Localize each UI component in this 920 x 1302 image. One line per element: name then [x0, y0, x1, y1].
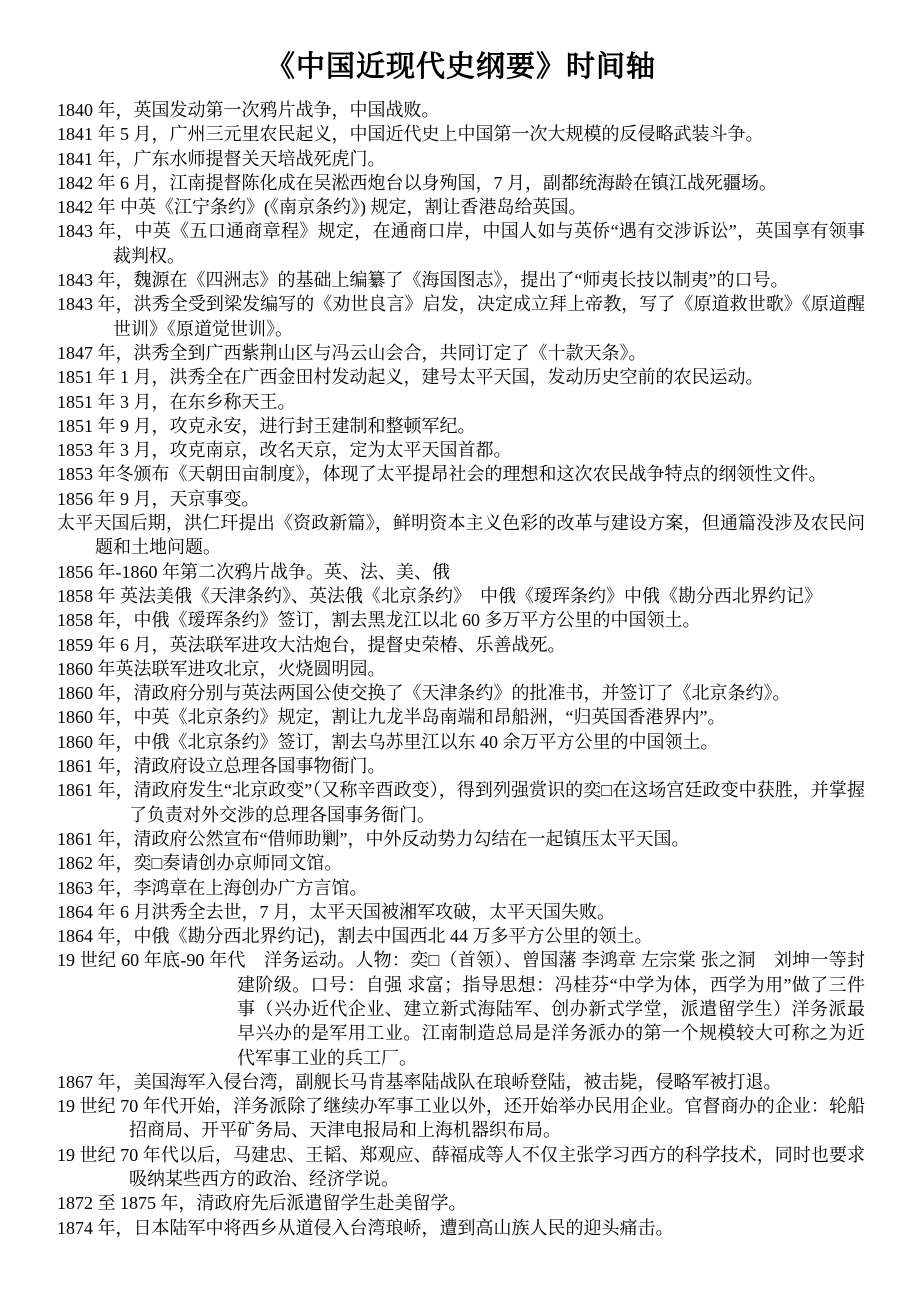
- timeline-entry: 1851 年 9 月，攻克永安，进行封王建制和整顿军纪。: [57, 415, 476, 436]
- timeline-entry: 1856 年 9 月，天京事变。: [57, 488, 260, 509]
- timeline-entry: 1858 年，中俄《瑷珲条约》签订，割去黑龙江以北 60 多万平方公里的中国领土。: [57, 610, 701, 631]
- timeline-entry: 1860 年英法联军进攻北京，火烧圆明园。: [57, 658, 386, 679]
- timeline-entry: 1843 年，魏源在《四洲志》的基础上编纂了《海国图志》，提出了“师夷长技以制夷”的口号。: [57, 270, 789, 291]
- timeline-entry: 19 世纪 60 年底-90 年代 洋务运动。人物：奕□（首领）、曾国藩 李鸿章 左宗棠 张之洞 刘坤一等封建阶级。口号：自强 求富；指导思想：冯桂芬“中学为体，西学为用”做了三件事（兴办近代企业、建立新式海陆军、创办新式学堂，派遣留学生）洋务派最早兴办的是军用工业。江南制造总局是洋务派办的第一个规模较大可称之为近代军事工业的兵工厂。: [57, 950, 865, 1068]
- timeline-entry: 1840 年，英国发动第一次鸦片战争，中国战败。: [57, 100, 440, 120]
- timeline-entry: 1863 年，李鸿章在上海创办广方言馆。: [57, 877, 368, 898]
- timeline-entry: 1851 年 1 月，洪秀全在广西金田村发动起义，建号太平天国，发动历史空前的农民运动。: [57, 367, 764, 388]
- timeline-entry: 1860 年，中俄《北京条约》签订，割去乌苏里江以东 40 余万平方公里的中国领土。: [57, 731, 719, 752]
- timeline-entry: 1860 年，中英《北京条约》规定，割让九龙半岛南端和昂船洲，“归英国香港界内”。: [57, 707, 726, 728]
- timeline-entry: 1847 年，洪秀全到广西紫荆山区与冯云山会合，共同订定了《十款天条》。: [57, 342, 647, 363]
- page-title: 《中国近现代史纲要》时间轴: [265, 51, 656, 83]
- timeline-entry: 1864 年 6 月洪秀全去世，7 月，太平天国被湘军攻破，太平天国失败。: [57, 901, 615, 922]
- timeline-entry: 1861 年，清政府公然宣布“借师助剿”，中外反动势力勾结在一起镇压太平天国。: [57, 828, 690, 849]
- timeline-entry: 1842 年 6 月，江南提督陈化成在吴淞西炮台以身殉国，7 月，副都统海龄在镇江战死疆场。: [57, 172, 777, 193]
- timeline-entry: 1851 年 3 月，在东乡称天王。: [57, 391, 296, 412]
- timeline-entry: 1843 年，中英《五口通商章程》规定，在通商口岸，中国人如与英侨“遇有交涉诉讼”，英国享有领事裁判权。: [57, 221, 865, 266]
- timeline-entry: 1867 年，美国海军入侵台湾，副舰长马肯基率陆战队在琅峤登陆，被击毙，侵略军被打退。: [57, 1071, 782, 1092]
- timeline-entry: 太平天国后期，洪仁玕提出《资政新篇》，鲜明资本主义色彩的改革与建设方案，但通篇没涉及农民问题和土地问题。: [57, 513, 865, 558]
- timeline-entry: 1859 年 6 月，英法联军进攻大沽炮台，提督史荣椿、乐善战死。: [57, 634, 566, 655]
- timeline-entry: 19 世纪 70 年代以后，马建忠、王韬、郑观应、薛福成等人不仅主张学习西方的科学技术，同时也要求吸纳某些西方的政治、经济学说。: [57, 1144, 865, 1190]
- timeline-entry: 1858 年 英法美俄《天津条约》、英法俄《北京条约》 中俄《瑷珲条约》中俄《勘分西北界约记》: [57, 585, 822, 606]
- timeline-entry: 1874 年，日本陆军中将西乡从道侵入台湾琅峤，遭到高山族人民的迎头痛击。: [57, 1217, 674, 1238]
- timeline-entry: 1853 年冬颁布《天朝田亩制度》，体现了太平提昂社会的理想和这次农民战争特点的纲领性文件。: [57, 464, 827, 485]
- timeline-entry: 1864 年，中俄《勘分西北界约记)，割去中国西北 44 万多平方公里的领土。: [57, 926, 653, 947]
- timeline-entry: 1856 年-1860 年第二次鸦片战争。英、法、美、俄: [57, 561, 450, 582]
- timeline-entry: 1842 年 中英《江宁条约》(《南京条约》) 规定，割让香港岛给英国。: [57, 197, 587, 218]
- timeline-entry: 1861 年，清政府设立总理各国事物衙门。: [57, 756, 386, 777]
- timeline-entry: 1841 年 5 月，广州三元里农民起义，中国近代史上中国第一次大规模的反侵略武装斗争。: [57, 124, 764, 145]
- timeline-entry: 1872 至 1875 年，清政府先后派遣留学生赴美留学。: [57, 1193, 467, 1214]
- timeline-entry: 1841 年，广东水师提督关天培战死虎门。: [57, 148, 386, 169]
- timeline-entry: 19 世纪 70 年代开始，洋务派除了继续办军事工业以外，还开始举办民用企业。官督商办的企业：轮船招商局、开平矿务局、天津电报局和上海机器织布局。: [57, 1096, 865, 1141]
- timeline-entry: 1862 年，奕□奏请创办京师同文馆。: [57, 853, 343, 874]
- timeline-entry: 1843 年，洪秀全受到梁发编写的《劝世良言》启发，决定成立拜上帝教，写了《原道救世歌》《原道醒世训》《原道觉世训》。: [57, 294, 865, 339]
- timeline-content: [57, 98, 865, 1240]
- timeline-entry: 1853 年 3 月，攻克南京，改名天京，定为太平天国首都。: [57, 440, 512, 461]
- timeline-entry: 1860 年，清政府分别与英法两国公使交换了《天津条约》的批准书，并签订了《北京条约》。: [57, 683, 791, 704]
- timeline-entry: 1861 年，清政府发生“北京政变”（又称辛酉政变），得到列强赏识的奕□在这场宫廷政变中获胜，并掌握了负责对外交涉的总理各国事务衙门。: [57, 780, 865, 825]
